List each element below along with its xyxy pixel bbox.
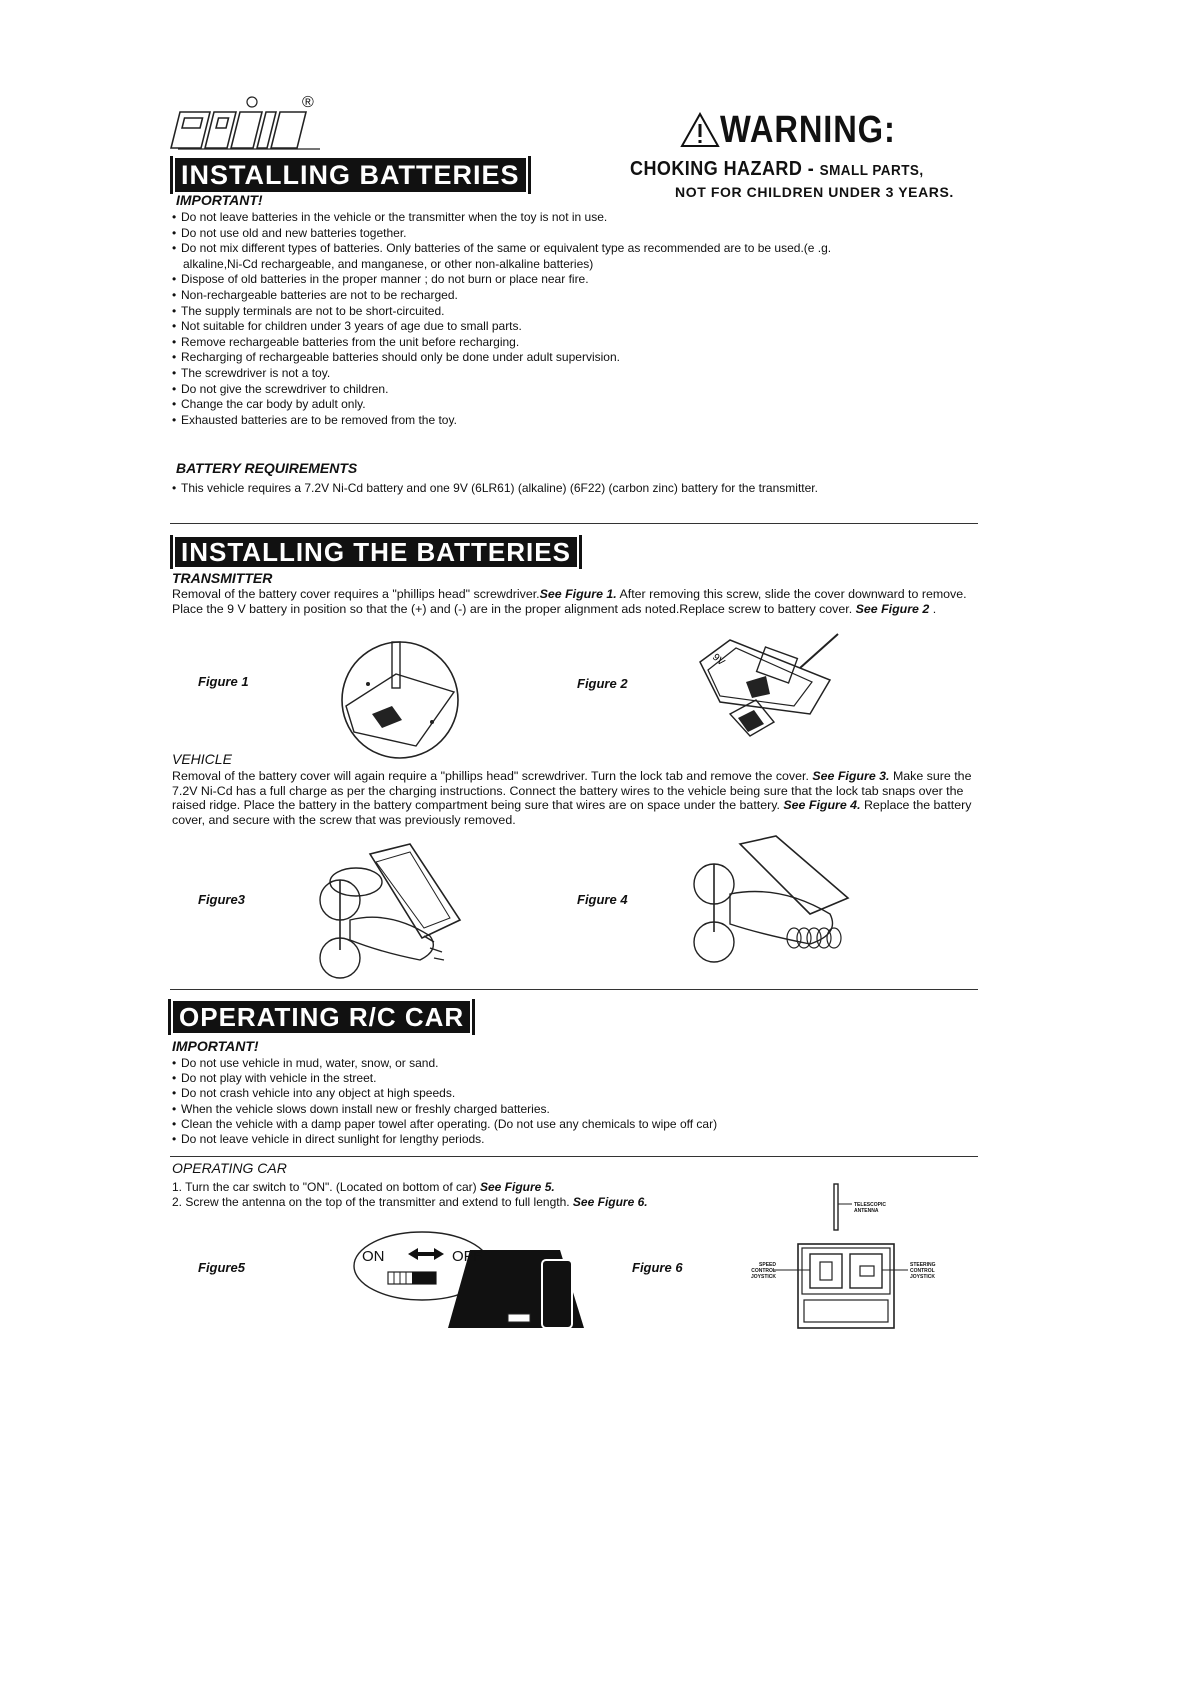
label-line: SPEED (759, 1262, 776, 1268)
registered-mark: ® (302, 94, 314, 111)
battery-safety-list (172, 210, 831, 428)
list-item (172, 1195, 648, 1210)
speed-control-joystick-label (738, 1262, 776, 1280)
text-run: Removal of the battery cover requires a "phillips head" screwdriver. (172, 587, 540, 601)
text-run: Removal of the battery cover will again require a "phillips head" screwdriver. Turn the lock tab and remove the cover. (172, 769, 813, 783)
list-item-continuation: alkaline,Ni-Cd rechargeable, and manganese, or other non-alkaline batteries) (183, 256, 594, 271)
text-run: After removing this screw, slide the cover downward to remove. Place the 9 V battery in position so that the (+) and (-) are in the proper alignment ads noted.Replace screw to battery cover. (172, 587, 967, 616)
operating-car-heading: OPERATING CAR (172, 1160, 287, 1176)
section-banner-operating-rc-car: OPERATING R/C CAR (168, 999, 475, 1035)
list-item: • Change the car body by adult only. (172, 397, 831, 413)
list-item: • Do not mix different types of batteries. Only batteries of the same or equivalent type as recommended are to be used.(e .g. (172, 241, 831, 257)
list-item: • Do not crash vehicle into any object at high speeds. (172, 1086, 717, 1101)
choking-hazard-text: CHOKING HAZARD (630, 158, 803, 180)
figure-reference: See Figure 6. (572, 1195, 648, 1209)
warning-triangle-icon (680, 112, 720, 148)
list-item: • When the vehicle slows down install new or freshly charged batteries. (172, 1102, 717, 1117)
figure-1-label: Figure 1 (198, 674, 249, 689)
list-item: • Do not give the screwdriver to children. (172, 382, 831, 398)
figure-6-illustration (738, 1182, 938, 1332)
switch-off-label: OFF (452, 1248, 482, 1265)
section-banner-installing-the-batteries: INSTALLING THE BATTERIES (170, 535, 582, 569)
text-run: Replace the battery cover, and secure with the screw that was previously removed. (172, 798, 972, 827)
vehicle-instructions (172, 769, 978, 827)
switch-on-label: ON (362, 1248, 385, 1265)
label-line: CONTROL (751, 1268, 776, 1274)
list-item: • Do not use vehicle in mud, water, snow, or sand. (172, 1056, 717, 1071)
warning-title: WARNING: (720, 109, 896, 151)
operating-safety-list (172, 1056, 717, 1147)
figure-4-illustration (690, 834, 862, 974)
artin-logo-graphic (170, 96, 350, 156)
small-parts-text: SMALL PARTS, (819, 162, 924, 179)
choking-dash: - (807, 158, 815, 180)
list-item: • Exhausted batteries are to be removed from the toy. (172, 413, 831, 429)
steering-control-joystick-label (910, 1262, 938, 1280)
list-item (172, 1180, 648, 1195)
figure-reference: See Figure 4. (783, 798, 861, 812)
list-item: • Clean the vehicle with a damp paper towel after operating. (Do not use any chemicals to wipe off car) (172, 1117, 717, 1132)
transmitter-instructions (172, 587, 978, 616)
figure-3-label: Figure3 (198, 892, 245, 907)
label-line: STEERING (910, 1262, 936, 1268)
choking-hazard-line (630, 158, 924, 181)
figure-5-illustration (352, 1230, 584, 1330)
divider (170, 1156, 978, 1157)
text-run: 1. Turn the car switch to "ON". (Located on bottom of car) (172, 1180, 480, 1194)
battery-requirements-list (172, 481, 818, 497)
age-warning: NOT FOR CHILDREN UNDER 3 YEARS. (675, 184, 954, 200)
telescopic-antenna-label: TELESCOPIC ANTENNA (854, 1202, 886, 1214)
list-item: • The screwdriver is not a toy. (172, 366, 831, 382)
text-run: . (929, 601, 937, 616)
list-item: • Remove rechargeable batteries from the unit before recharging. (172, 335, 831, 351)
list-item: • Dispose of old batteries in the proper manner ; do not burn or place near fire. (172, 272, 831, 288)
figure-reference: See Figure 1. (539, 587, 617, 601)
list-item: • Do not use old and new batteries together. (172, 226, 831, 242)
figure-3-illustration (310, 840, 470, 980)
list-item: • The supply terminals are not to be short-circuited. (172, 304, 831, 320)
list-item: • Do not play with vehicle in the street. (172, 1071, 717, 1086)
figure-6-label: Figure 6 (632, 1260, 683, 1275)
list-item: • Do not leave batteries in the vehicle or the transmitter when the toy is not in use. (172, 210, 831, 226)
brand-logo (170, 96, 350, 156)
important-heading-2: IMPORTANT! (172, 1038, 259, 1054)
figure-2-illustration (690, 632, 840, 754)
list-item: • This vehicle requires a 7.2V Ni-Cd battery and one 9V (6LR61) (alkaline) (6F22) (carbon zinc) battery for the transmitter. (172, 481, 818, 497)
list-item: • Not suitable for children under 3 years of age due to small parts. (172, 319, 831, 335)
vehicle-heading: VEHICLE (172, 751, 232, 767)
divider (170, 989, 978, 990)
label-line: JOYSTICK (910, 1274, 936, 1280)
transmitter-heading: TRANSMITTER (172, 570, 273, 586)
figure-5-label: Figure5 (198, 1260, 245, 1275)
label-line: JOYSTICK (750, 1274, 776, 1280)
figure-1-illustration (336, 636, 466, 762)
figure-4-label: Figure 4 (577, 892, 628, 907)
figure-reference: See Figure 3. (812, 769, 890, 783)
text-run: 2. Screw the antenna on the top of the transmitter and extend to full length. (172, 1195, 573, 1209)
important-heading-1: IMPORTANT! (176, 192, 263, 208)
text-run: Make sure the 7.2V Ni-Cd has a full charge as per the charging instructions. Connect the battery wires to the vehicle being sure that the lock tab snaps over the raised ridge. Place the battery in the battery compartment being sure that wires are on space under the battery. (172, 769, 972, 812)
svg-text:9V: 9V (710, 651, 727, 669)
battery-requirements-heading: BATTERY REQUIREMENTS (176, 460, 358, 476)
figure-2-label: Figure 2 (577, 676, 628, 691)
operating-steps (172, 1180, 648, 1210)
figure-reference: See Figure 2 (855, 601, 930, 616)
label-line: CONTROL (910, 1268, 935, 1274)
list-item: • Non-rechargeable batteries are not to be recharged. (172, 288, 831, 304)
figure-reference: See Figure 5. (480, 1180, 555, 1194)
list-item: • Recharging of rechargeable batteries should only be done under adult supervision. (172, 350, 831, 366)
divider (170, 523, 978, 524)
section-banner-installing-batteries: INSTALLING BATTERIES (170, 156, 531, 194)
list-item: • Do not leave vehicle in direct sunlight for lengthy periods. (172, 1132, 717, 1147)
